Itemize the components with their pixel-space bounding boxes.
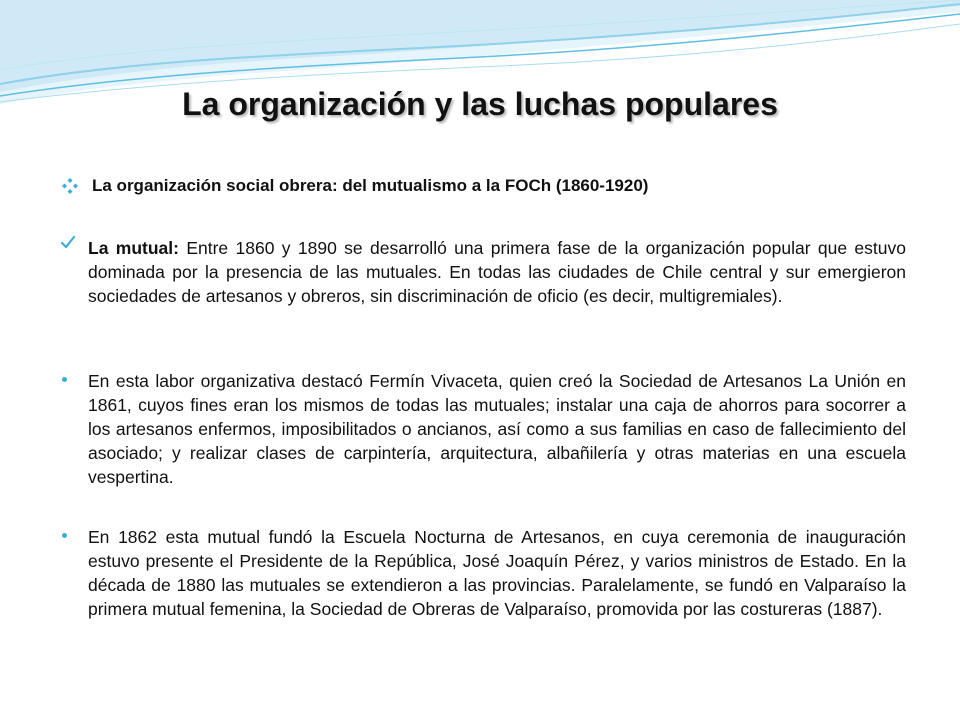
paragraph-mutual: [88, 236, 906, 308]
paragraph-text: En esta labor organizativa destacó Fermín Vivaceta, quien creó la Sociedad de Artesanos La Unión en 1861, cuyos fines eran los mismos de todas las mutuales; instalar una caja de ahorros para socorrer a los artesanos enfermos, imposibilitados o ancianos, así como a sus familias en caso de fallecimiento del asociado; y realizar clases de carpintería, arquitectura, albañilería y otras materias en una escuela vespertina.: [88, 371, 906, 487]
paragraph-text: Entre 1860 y 1890 se desarrolló una primera fase de la organización popular que estuvo dominada por la presencia de las mutuales. En todas las ciudades de Chile central y sur emergieron sociedades de artesanos y obreros, sin discriminación de oficio (es decir, multigremiales).: [88, 238, 906, 306]
section-subtitle: La organización social obrera: del mutualismo a la FOCh (1860-1920): [92, 176, 649, 195]
dot-icon: [62, 533, 67, 538]
check-icon: [60, 234, 76, 250]
paragraph-vivaceta: [88, 369, 906, 489]
paragraph-lead: La mutual:: [88, 238, 179, 258]
paragraph-text: En 1862 esta mutual fundó la Escuela Nocturna de Artesanos, en cuya ceremonia de inauguración estuvo presente el Presidente de la República, José Joaquín Pérez, y varios ministros de Estado. En la década de 1880 las mutuales se extendieron a las provincias. Paralelamente, se fundó en Valparaíso la primera mutual femenina, la Sociedad de Obreras de Valparaíso, promovida por las costureras (1887).: [88, 527, 906, 619]
dot-icon: [62, 377, 67, 382]
four-diamond-icon: [62, 178, 78, 194]
paragraph-escuela-nocturna: [88, 525, 906, 621]
slide-title: La organización y las luchas populares: [182, 86, 778, 122]
